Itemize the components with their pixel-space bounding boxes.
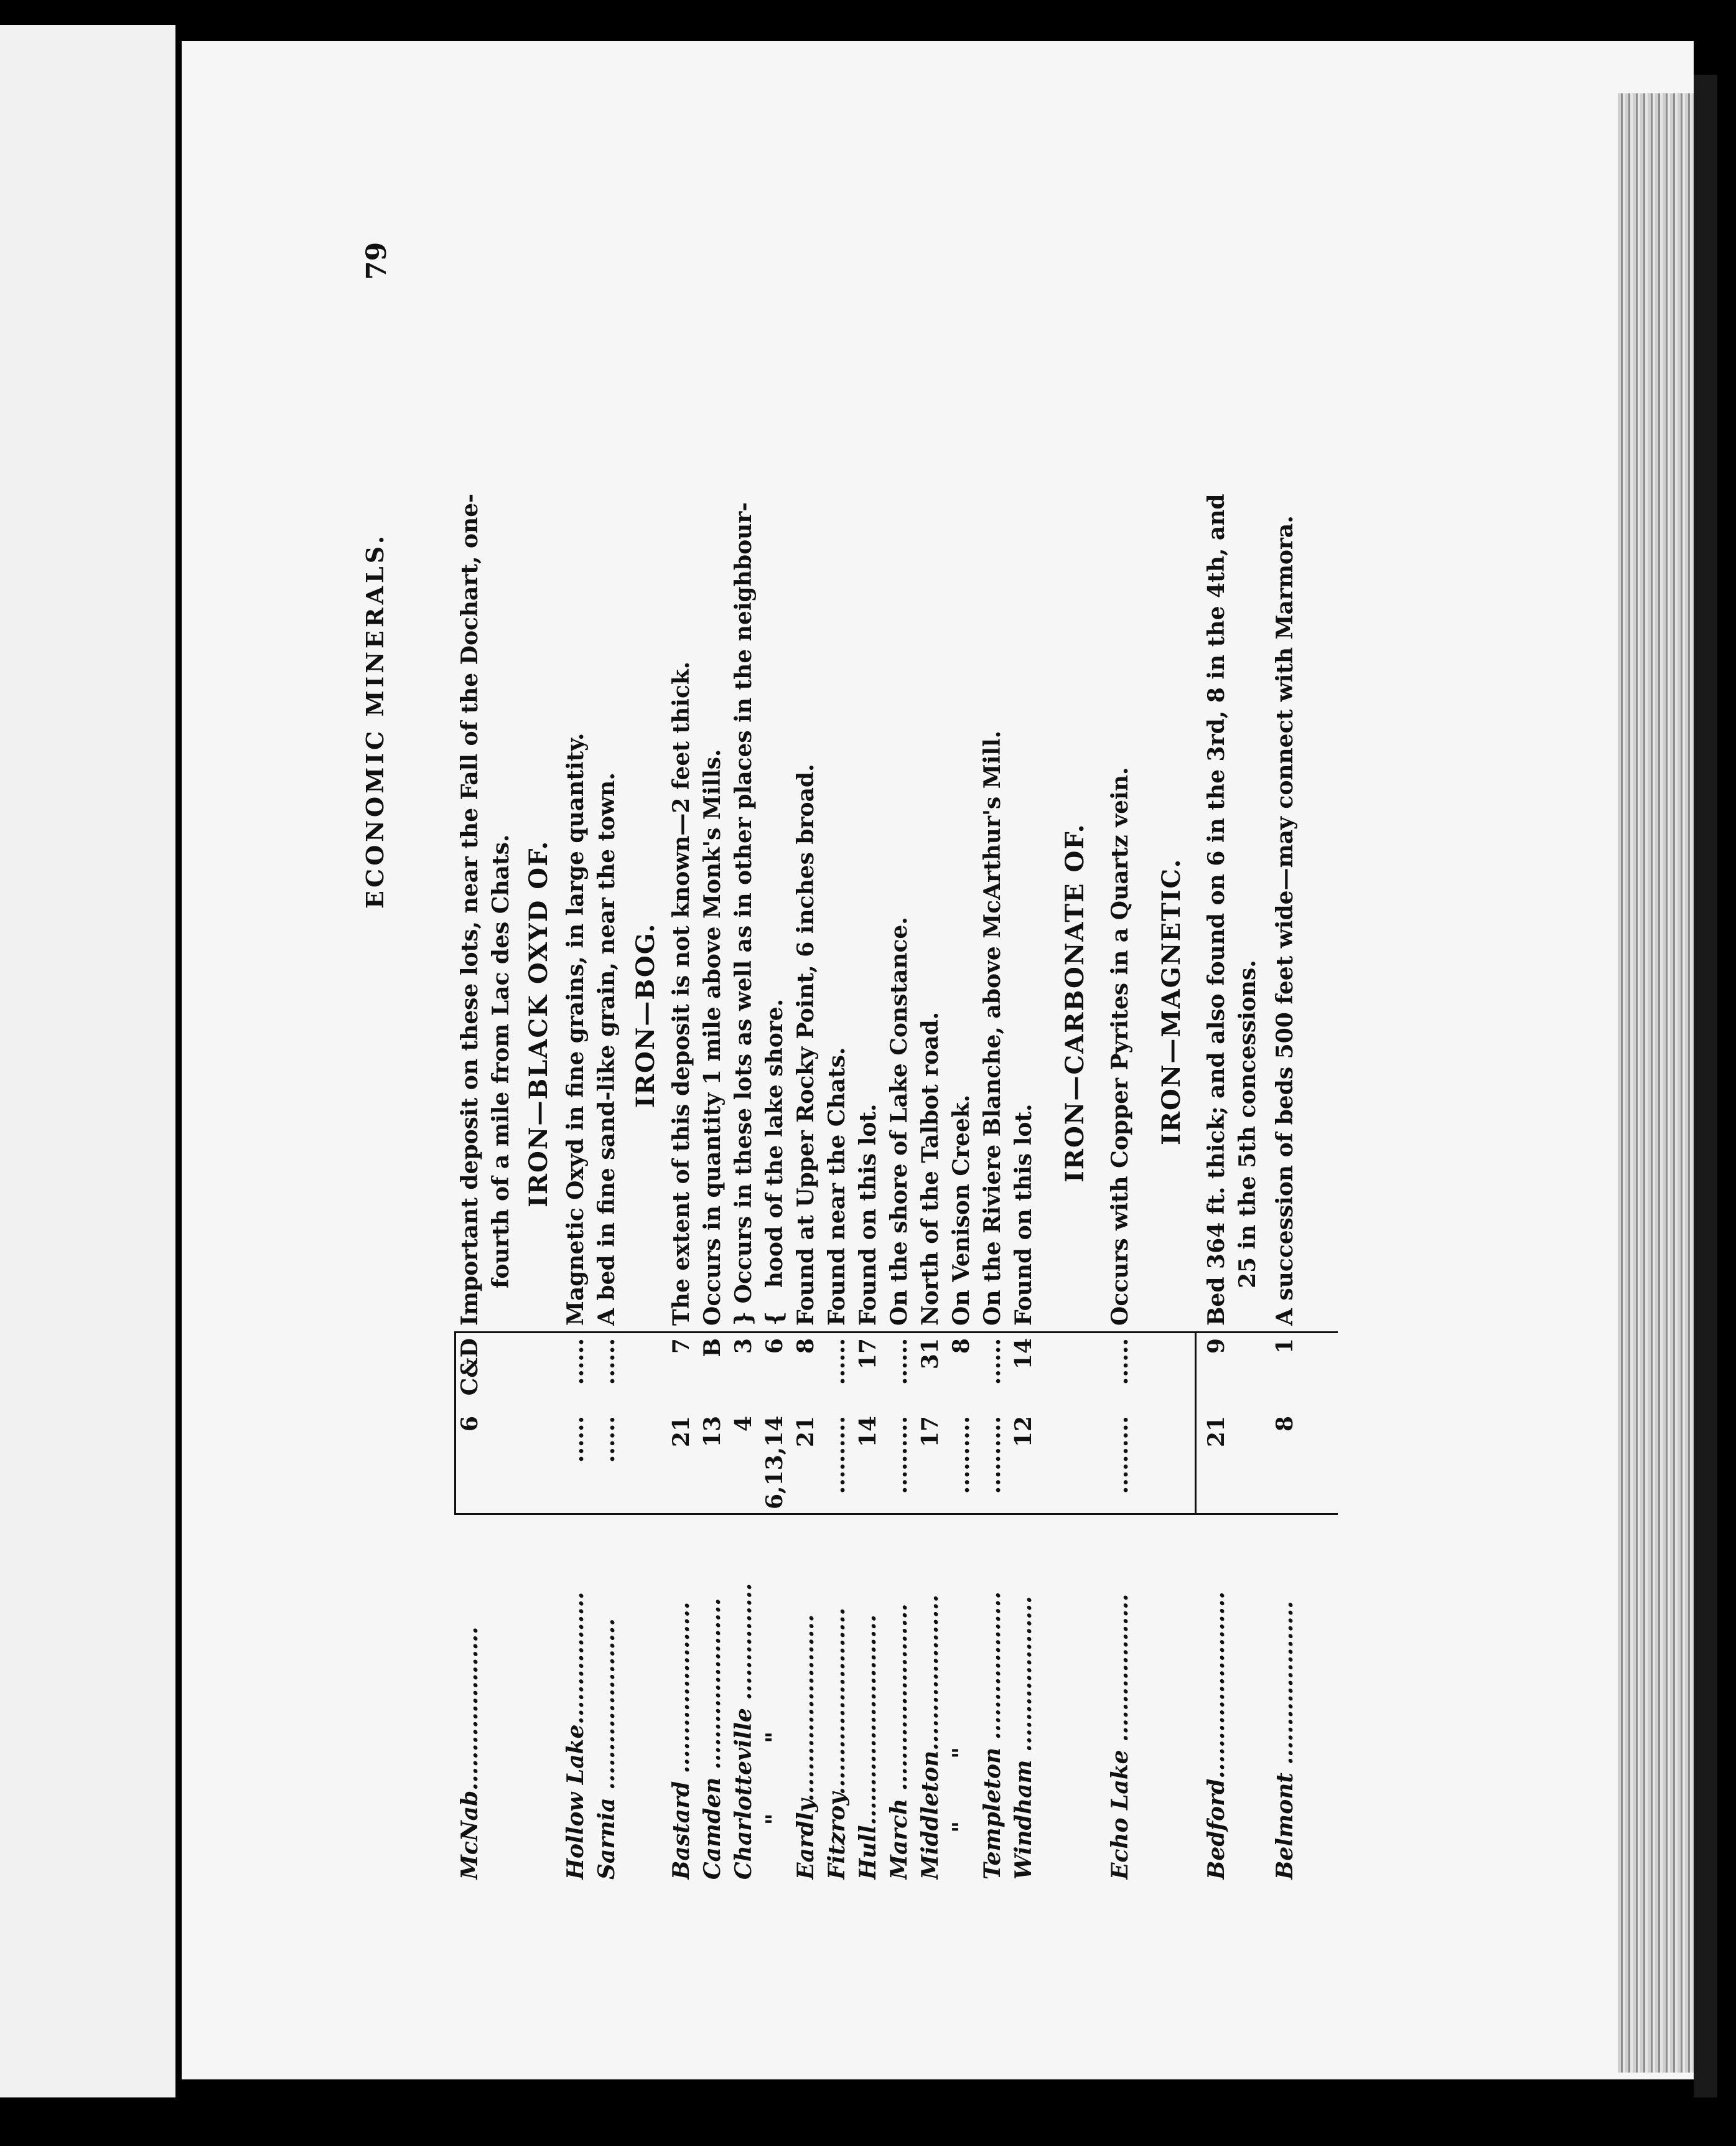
table-row bbox=[697, 212, 728, 1880]
lot: 9 bbox=[1203, 1338, 1230, 1354]
table-row bbox=[1269, 212, 1300, 1880]
table-row bbox=[1008, 212, 1039, 1880]
table-row bbox=[728, 212, 759, 1880]
remark: Occurs with Copper Pyrites in a Quartz vein. bbox=[1107, 767, 1133, 1326]
rotated-table bbox=[361, 212, 1381, 1880]
table-row bbox=[790, 212, 821, 1880]
table-row bbox=[915, 212, 946, 1880]
concession: 6,13,14 bbox=[762, 1415, 788, 1509]
concession: .......... bbox=[979, 1416, 1006, 1494]
table-row bbox=[759, 212, 790, 1880]
lot: B bbox=[699, 1338, 726, 1357]
table-row bbox=[1104, 212, 1136, 1880]
concession: 12 bbox=[1010, 1416, 1037, 1448]
table-row bbox=[1232, 212, 1263, 1880]
remark: Occurs in quantity 1 mile above Monk's Mills. bbox=[699, 749, 726, 1326]
remark: On Venison Creek. bbox=[948, 1094, 974, 1326]
lot: 3 bbox=[730, 1338, 757, 1354]
remark: Found near the Chats. bbox=[824, 1047, 850, 1326]
concession: 13 bbox=[699, 1416, 726, 1448]
concession: 21 bbox=[793, 1416, 819, 1448]
concession: .......... bbox=[886, 1416, 912, 1494]
lot: ...... bbox=[562, 1338, 589, 1385]
section-heading: IRON—CARBONATE OF. bbox=[1060, 823, 1090, 1183]
remark: Bed 364 ft. thick; and also found on 6 in the 3rd, 8 in the 4th, and bbox=[1203, 494, 1230, 1326]
book-gutter bbox=[175, 0, 182, 2146]
remark: A succession of beds 500 feet wide—may connect with Marmora. bbox=[1272, 515, 1298, 1326]
page-number: 79 bbox=[361, 241, 393, 280]
table-row bbox=[666, 212, 697, 1880]
header-line bbox=[361, 212, 398, 1880]
township: Templeton ................... bbox=[979, 1591, 1006, 1880]
remark: Found on this lot. bbox=[1010, 1103, 1037, 1326]
lot: 7 bbox=[668, 1338, 694, 1354]
lot: 31 bbox=[917, 1338, 943, 1370]
table-row bbox=[821, 212, 852, 1880]
concession: .......... bbox=[1107, 1416, 1133, 1494]
remark: Important deposit on these lots, near the Fall of the Dochart, one- bbox=[457, 493, 483, 1326]
township: March ........................ bbox=[886, 1603, 912, 1880]
remark: fourth of a mile from Lac des Chats. bbox=[488, 834, 514, 1288]
lot: ...... bbox=[886, 1338, 912, 1385]
township: Fitzroy........................ bbox=[824, 1608, 850, 1880]
table-row bbox=[560, 212, 591, 1880]
lot: 8 bbox=[948, 1338, 974, 1354]
remark: Magnetic Oxyd in fine grains, in large quantity. bbox=[562, 733, 589, 1326]
section-heading: IRON—MAGNETIC. bbox=[1157, 858, 1186, 1145]
concession: 4 bbox=[730, 1416, 757, 1432]
remark: Found at Upper Rocky Point, 6 inches broad. bbox=[793, 764, 819, 1326]
township: Hollow Lake................. bbox=[562, 1591, 589, 1880]
remark: 25 in the 5th concessions. bbox=[1234, 960, 1261, 1288]
remark: } Occurs in these lots as well as in other places in the neighbour- bbox=[730, 502, 757, 1326]
concession: 17 bbox=[917, 1416, 943, 1448]
lot: 8 bbox=[793, 1338, 819, 1354]
table-row bbox=[946, 212, 977, 1880]
concession: 21 bbox=[1203, 1416, 1230, 1448]
left-page bbox=[0, 25, 175, 2097]
township: " " bbox=[948, 1747, 974, 1880]
remark: A bed in fine sand-like grain, near the town. bbox=[594, 772, 620, 1326]
concession: .......... bbox=[948, 1416, 974, 1494]
concession: 21 bbox=[668, 1416, 694, 1448]
lot: ...... bbox=[979, 1338, 1006, 1385]
township: " " bbox=[762, 1731, 788, 1880]
concession: 8 bbox=[1272, 1416, 1298, 1432]
concession: ...... bbox=[562, 1416, 589, 1463]
township: Hull........................... bbox=[855, 1614, 881, 1880]
table-row bbox=[591, 212, 622, 1880]
running-head: ECONOMIC MINERALS. bbox=[361, 532, 389, 909]
lot: 1 bbox=[1272, 1338, 1298, 1354]
township: Charlotteville ............... bbox=[730, 1583, 757, 1880]
table-row bbox=[485, 212, 516, 1880]
section-heading: IRON—BOG. bbox=[631, 922, 660, 1108]
township: Windham .................... bbox=[1010, 1596, 1037, 1880]
remark: Found on this lot. bbox=[855, 1103, 881, 1326]
table-row bbox=[454, 212, 485, 1880]
township: Bastard ...................... bbox=[668, 1601, 694, 1880]
township: Sarnia ...................... bbox=[594, 1618, 620, 1880]
township: McNab..................... bbox=[457, 1626, 483, 1880]
section-heading: IRON—BLACK OXYD OF. bbox=[524, 840, 553, 1207]
remark: The extent of this deposit is not known—2 feet thick. bbox=[668, 661, 694, 1326]
section-rule bbox=[1195, 1333, 1197, 1515]
concession: ...... bbox=[594, 1416, 620, 1463]
lot: ...... bbox=[1107, 1338, 1133, 1385]
concession: 6 bbox=[457, 1416, 483, 1432]
table-row bbox=[852, 212, 884, 1880]
township: Camden ...................... bbox=[699, 1598, 726, 1880]
table-row bbox=[1201, 212, 1232, 1880]
township: Bedford........................ bbox=[1203, 1591, 1230, 1880]
page-shadow bbox=[1694, 75, 1717, 2097]
remark: On the shore of Lake Constance. bbox=[886, 917, 912, 1326]
concession: .......... bbox=[824, 1416, 850, 1494]
remark: North of the Talbot road. bbox=[917, 1011, 943, 1326]
lot: C&D bbox=[457, 1338, 483, 1396]
table-row bbox=[977, 212, 1008, 1880]
lot: 6 bbox=[762, 1338, 788, 1354]
page-edges bbox=[1618, 93, 1696, 2073]
lot: 14 bbox=[1010, 1338, 1037, 1370]
lot: 17 bbox=[855, 1338, 881, 1370]
remark: { hood of the lake shore. bbox=[762, 998, 788, 1326]
table-row bbox=[884, 212, 915, 1880]
township: Middleton.................... bbox=[917, 1595, 943, 1880]
township: Echo Lake ................... bbox=[1107, 1593, 1133, 1880]
lot: ...... bbox=[594, 1338, 620, 1385]
township: Belmont ..................... bbox=[1272, 1601, 1298, 1880]
concession: 14 bbox=[855, 1416, 881, 1448]
township: Eardly........................ bbox=[793, 1614, 819, 1880]
lot: ...... bbox=[824, 1338, 850, 1385]
remark: On the Riviere Blanche, above McArthur's Mill. bbox=[979, 730, 1006, 1326]
